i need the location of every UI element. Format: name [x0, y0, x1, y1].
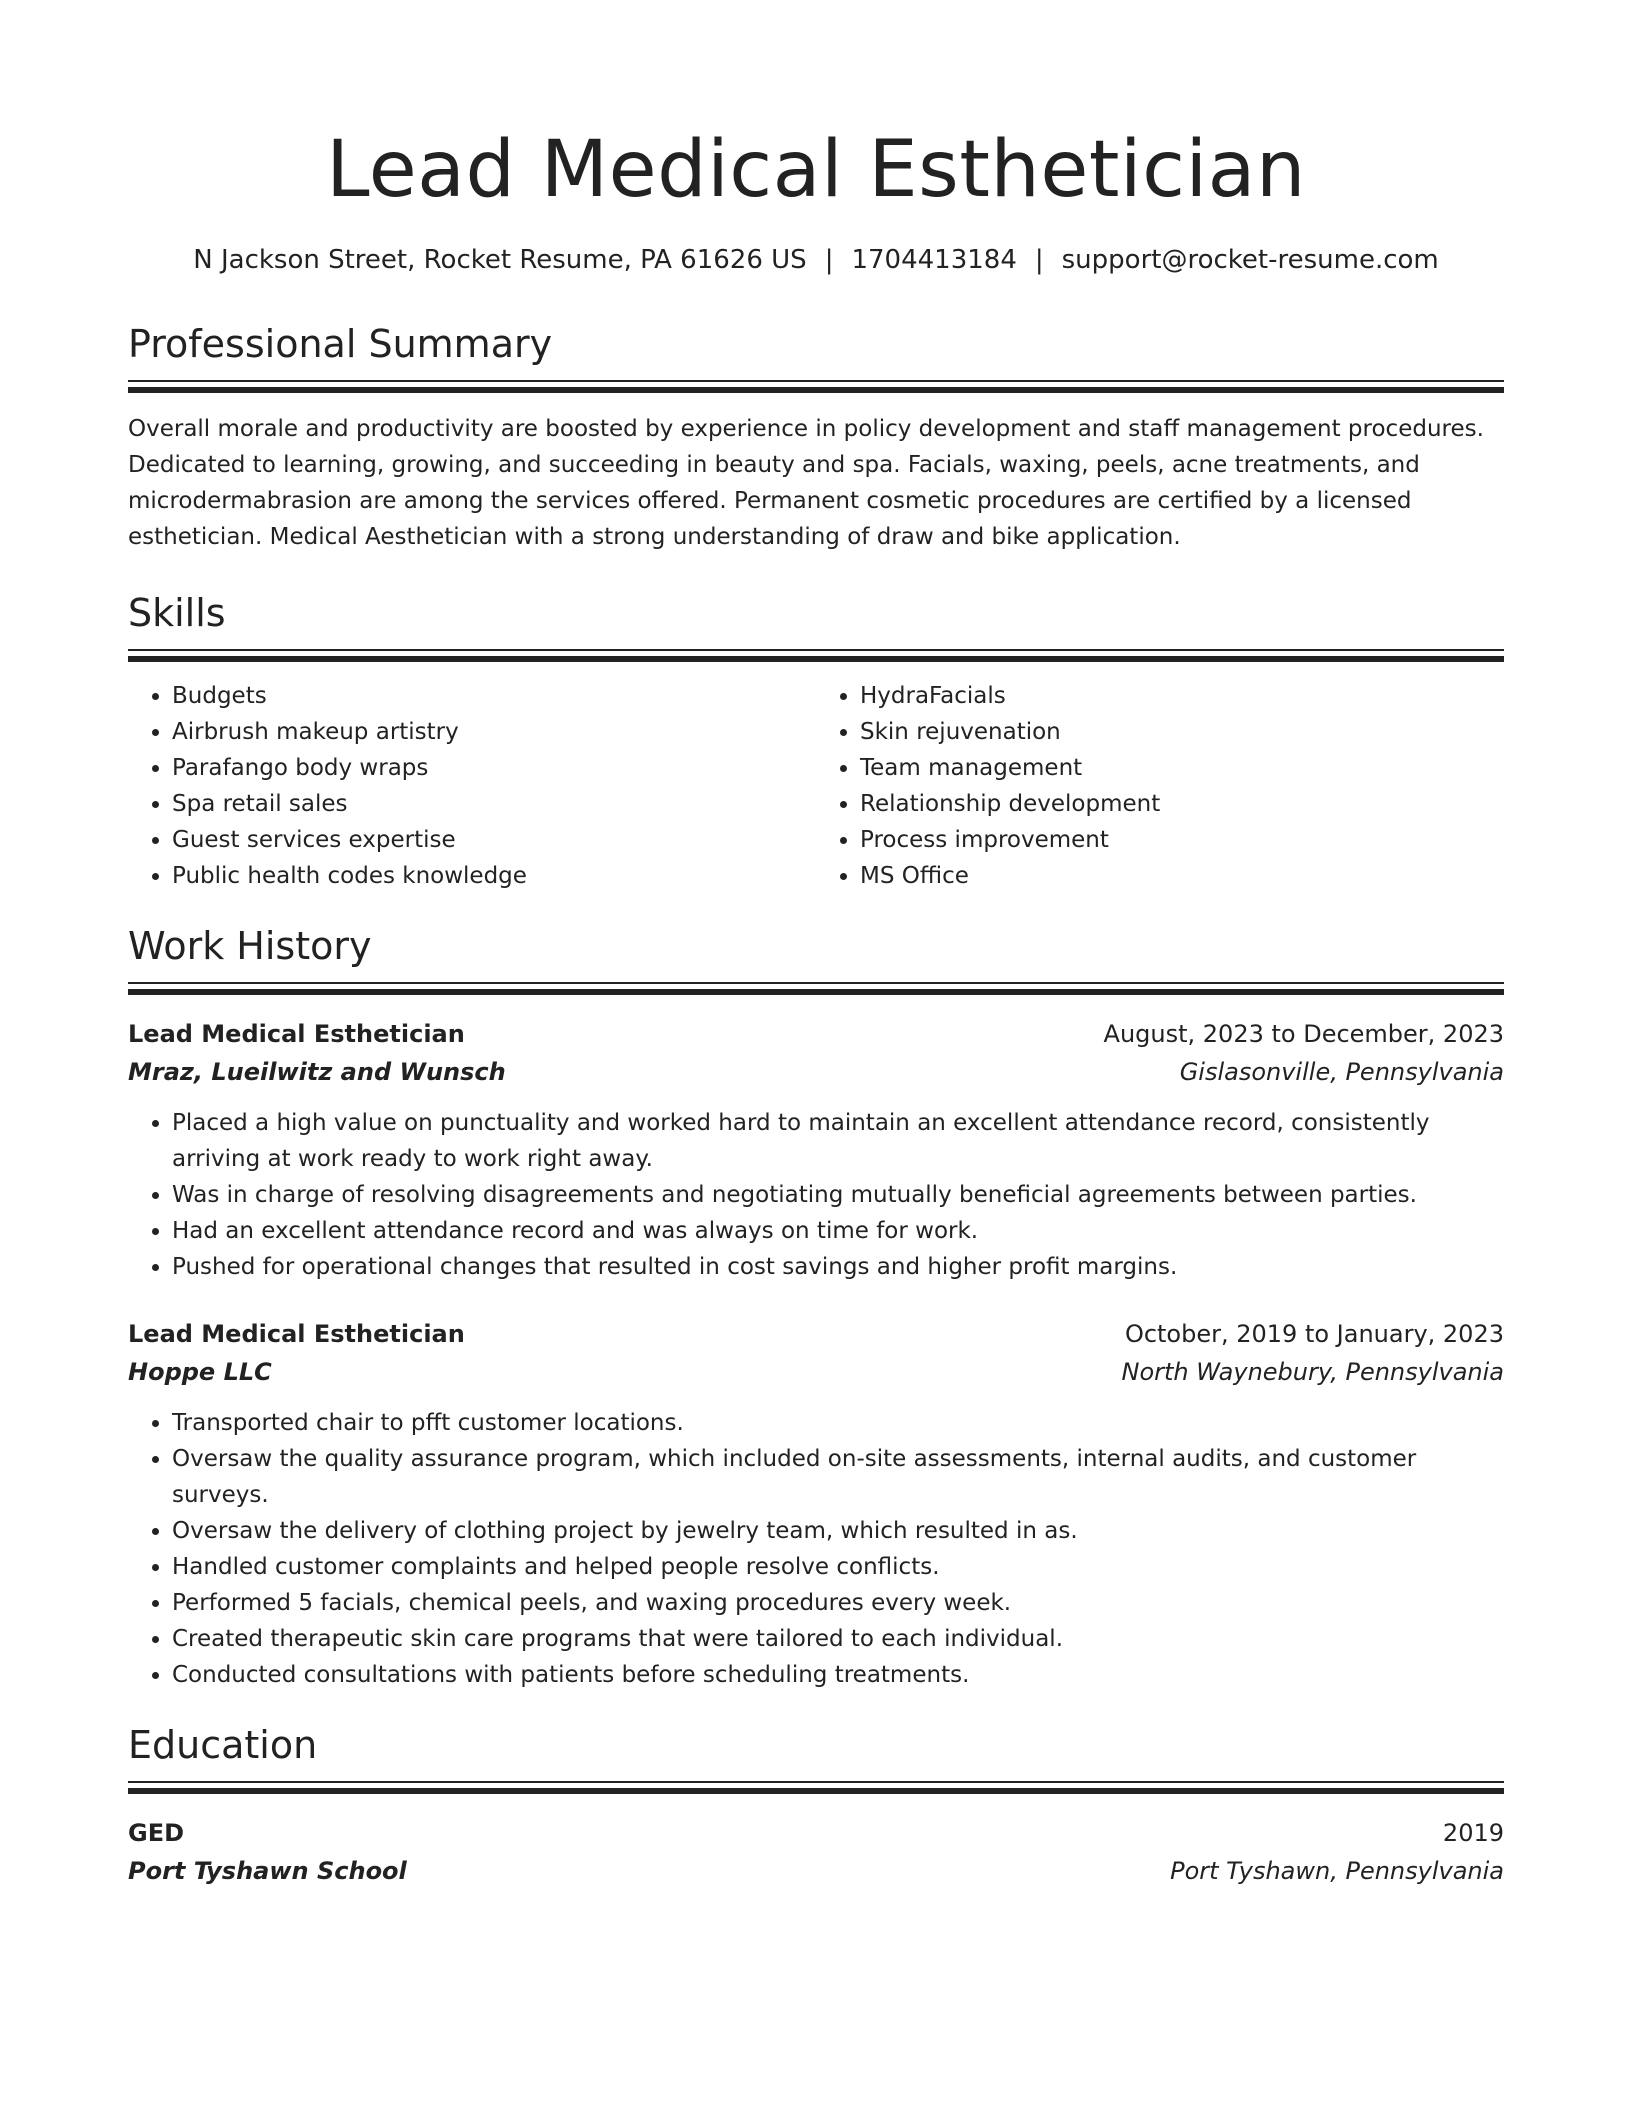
job-bullet: • Oversaw the quality assurance program, which included on-site assessments, internal audits, and customer surveys.	[172, 1441, 1504, 1513]
skill-item: • Airbrush makeup artistry	[172, 714, 816, 750]
skill-item: • Relationship development	[860, 786, 1504, 822]
education-subheader	[128, 1852, 1504, 1890]
section-divider	[128, 387, 1504, 393]
education-location: Port Tyshawn, Pennsylvania	[1170, 1857, 1504, 1885]
job-entry	[128, 1015, 1504, 1285]
skill-item: • Spa retail sales	[172, 786, 816, 822]
skill-item: • Budgets	[172, 678, 816, 714]
section-divider	[128, 982, 1504, 984]
skills-column-right	[816, 678, 1504, 894]
skill-item: • Public health codes knowledge	[172, 858, 816, 894]
job-bullet: • Had an excellent attendance record and was always on time for work.	[172, 1213, 1504, 1249]
skill-item: • Guest services expertise	[172, 822, 816, 858]
contact-address: N Jackson Street, Rocket Resume, PA 61626 US	[193, 245, 807, 275]
job-header	[128, 1315, 1504, 1353]
summary-heading: Professional Summary	[128, 322, 553, 366]
resume-page	[128, 0, 1504, 1890]
job-location: North Waynebury, Pennsylvania	[1121, 1358, 1504, 1386]
contact-line	[128, 242, 1504, 278]
section-divider	[128, 989, 1504, 995]
job-bullets	[128, 1105, 1504, 1285]
skill-item: • Skin rejuvenation	[860, 714, 1504, 750]
contact-separator: |	[824, 245, 834, 275]
contact-separator: |	[1034, 245, 1044, 275]
job-dates: August, 2023 to December, 2023	[1103, 1020, 1504, 1048]
education-header	[128, 1814, 1504, 1852]
skills-list	[128, 678, 1504, 894]
job-company: Hoppe LLC	[128, 1358, 272, 1386]
job-bullet: • Conducted consultations with patients before scheduling treatments.	[172, 1657, 1504, 1693]
job-bullet: • Placed a high value on punctuality and worked hard to maintain an excellent attendance record, consistently arriving at work ready to work right away.	[172, 1105, 1504, 1177]
skills-heading: Skills	[128, 591, 226, 635]
job-entry	[128, 1315, 1504, 1693]
work-heading: Work History	[128, 924, 372, 968]
skill-item: • Team management	[860, 750, 1504, 786]
job-title: Lead Medical Esthetician	[128, 1020, 465, 1048]
job-bullets	[128, 1405, 1504, 1693]
job-bullet: • Created therapeutic skin care programs that were tailored to each individual.	[172, 1621, 1504, 1657]
resume-title: Lead Medical Esthetician	[326, 125, 1306, 215]
job-subheader	[128, 1053, 1504, 1091]
education-heading: Education	[128, 1723, 318, 1767]
section-divider	[128, 656, 1504, 662]
job-bullet: • Oversaw the delivery of clothing project by jewelry team, which resulted in as.	[172, 1513, 1504, 1549]
education-entry	[128, 1814, 1504, 1890]
contact-phone: 1704413184	[851, 245, 1017, 275]
section-divider	[128, 380, 1504, 382]
contact-email: support@rocket-resume.com	[1061, 245, 1439, 275]
section-divider	[128, 1788, 1504, 1794]
section-divider	[128, 1781, 1504, 1783]
skill-item: • HydraFacials	[860, 678, 1504, 714]
job-bullet: • Pushed for operational changes that resulted in cost savings and higher profit margins.	[172, 1249, 1504, 1285]
job-location: Gislasonville, Pennsylvania	[1179, 1058, 1504, 1086]
job-bullet: • Performed 5 facials, chemical peels, and waxing procedures every week.	[172, 1585, 1504, 1621]
job-company: Mraz, Lueilwitz and Wunsch	[128, 1058, 506, 1086]
job-bullet: • Handled customer complaints and helped people resolve conflicts.	[172, 1549, 1504, 1585]
education-school: Port Tyshawn School	[128, 1857, 407, 1885]
skill-item: • MS Office	[860, 858, 1504, 894]
education-year: 2019	[1442, 1819, 1504, 1847]
job-header	[128, 1015, 1504, 1053]
section-divider	[128, 649, 1504, 651]
job-bullet: • Was in charge of resolving disagreements and negotiating mutually beneficial agreements between parties.	[172, 1177, 1504, 1213]
job-subheader	[128, 1353, 1504, 1391]
skill-item: • Process improvement	[860, 822, 1504, 858]
skills-column-left	[128, 678, 816, 894]
job-dates: October, 2019 to January, 2023	[1124, 1320, 1504, 1348]
education-degree: GED	[128, 1819, 185, 1847]
summary-text: Overall morale and productivity are boosted by experience in policy development and staff management procedures. Dedicated to learning, growing, and succeeding in beauty and spa. Facials, waxing, peels, acne treatments, and microdermabrasion are among the services offered. Permanent cosmetic procedures are certified by a licensed esthetician. Medical Aesthetician with a strong understanding of draw and bike application.	[128, 416, 1484, 550]
job-title: Lead Medical Esthetician	[128, 1320, 465, 1348]
skill-item: • Parafango body wraps	[172, 750, 816, 786]
job-bullet: • Transported chair to pfft customer locations.	[172, 1405, 1504, 1441]
